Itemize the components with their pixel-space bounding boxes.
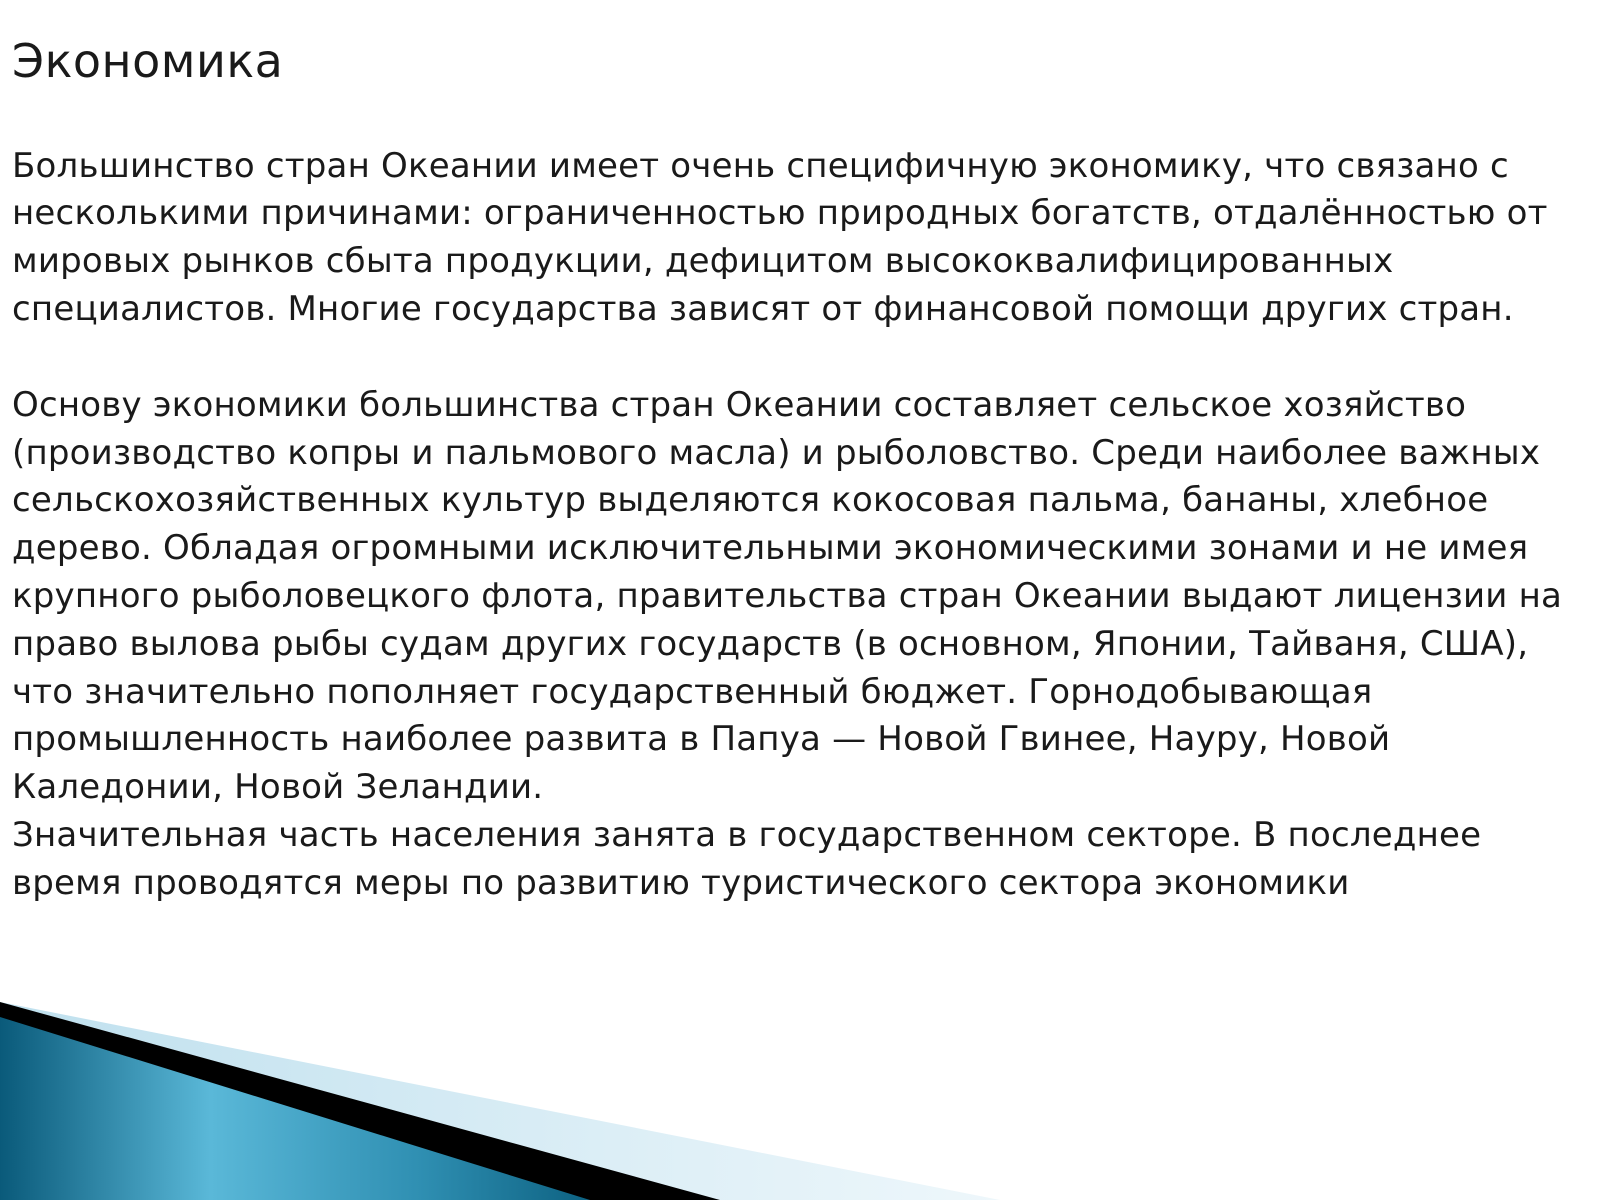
paragraph-spacer — [12, 334, 1582, 382]
paragraph-public-sector-tourism: Значительная часть населения занята в государственном секторе. В последнее время проводятся меры по развитию туристического сектора экономики — [12, 814, 1482, 903]
paragraph-economy-overview: Большинство стран Океании имеет очень специфичную экономику, что связано с несколькими причинами: ограниченностью природных богатств, отдалённостью от мировых рынков сбыта продукции, дефицитом высококвалифицированных специалистов. Многие государства зависят от финансовой помощи других стран. — [12, 145, 1548, 329]
paragraph-agriculture-fishing: Основу экономики большинства стран Океании составляет сельское хозяйство (производство копры и пальмового масла) и рыболовство. Среди наиболее важных сельскохозяйственных культур выделяются кокосовая пальма, бананы, хлебное дерево. Обладая огромными исключительными экономическими зонами и не имея крупного рыболовецкого флота, правительства стран Океании выдают лицензии на право вылова рыбы судам других государств (в основном, Японии, Тайваня, США), что значительно пополняет государственный бюджет. Горнодобывающая промышленность наиболее развита в Папуа — Новой Гвинее, Науру, Новой Каледонии, Новой Зеландии. — [12, 384, 1563, 808]
slide-content — [12, 36, 1582, 908]
slide-title: Экономика — [12, 34, 284, 88]
